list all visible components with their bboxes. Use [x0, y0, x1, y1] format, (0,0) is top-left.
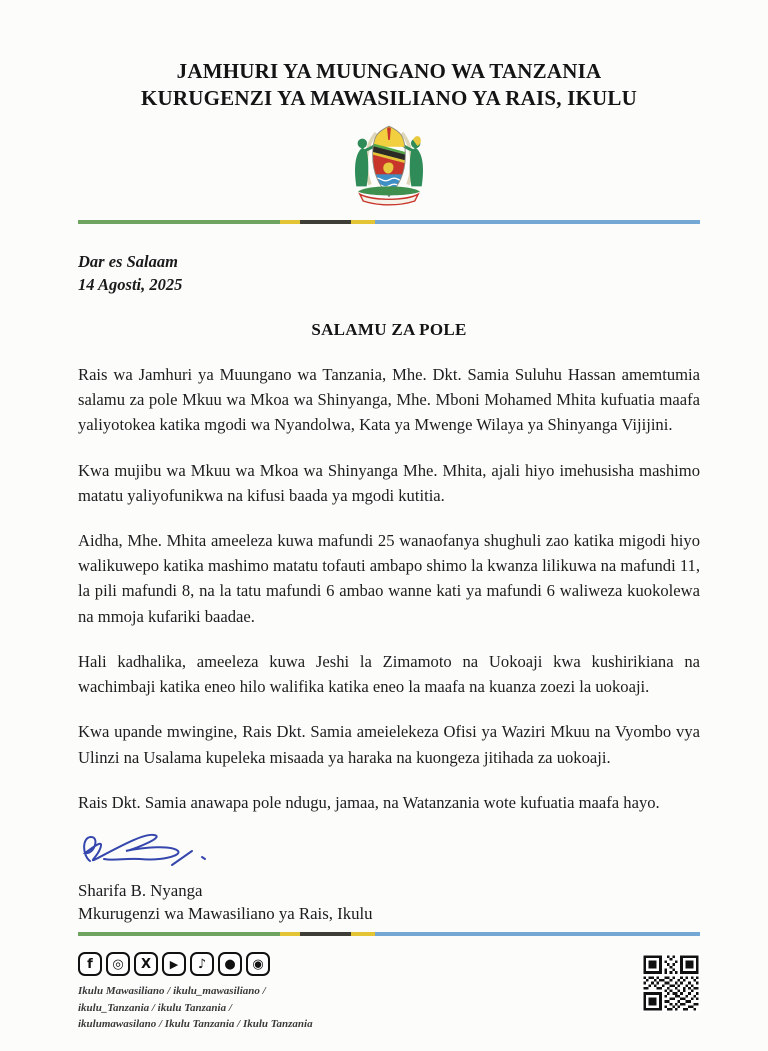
dateline: [78, 250, 700, 296]
tanzania-coat-of-arms-icon: [337, 121, 441, 212]
flag-divider-top: [78, 220, 700, 224]
paragraph-5: Kwa upande mwingine, Rais Dkt. Samia ameielekeza Ofisi ya Waziri Mkuu na Vyombo vya Ulinzi na Usalama kupeleka misaada ya haraka na kuongeza jitihada za uokoaji.: [78, 722, 700, 767]
spotify-icon: ●: [218, 952, 242, 976]
paragraph-2: Kwa mujibu wa Mkuu wa Mkoa wa Shinyanga Mhe. Mhita, ajali hiyo imehusisha mashimo matatu yaliyofunikwa na kifusi baada ya mgodi kutitia.: [78, 460, 700, 505]
handles-line-1: Ikulu Mawasiliano / ikulu_mawasiliano /: [78, 985, 266, 997]
paragraph-6: Rais Dkt. Samia anawapa pole ndugu, jamaa, na Watanzania wote kufuatia maafa hayo.: [78, 792, 660, 812]
signatory-title: Mkurugenzi wa Mawasiliano ya Rais, Ikulu: [78, 904, 373, 923]
paragraph-1: Rais wa Jamhuri ya Muungano wa Tanzania, Mhe. Dkt. Samia Suluhu Hassan amemtumia salamu za pole Mkuu wa Mkoa wa Shinyanga, Mhe. Mboni Mohamed Mhita kufuatia maafa yaliyotokea katika mgodi wa Nyandolwa, Kata ya Mwenge Wilaya ya Shinyanga Vijijini.: [78, 364, 700, 435]
letterhead: [78, 58, 700, 224]
letterhead-line2: KURUGENZI YA MAWASILIANO YA RAIS, IKULU: [141, 85, 637, 110]
letterhead-line1: JAMHURI YA MUUNGANO WA TANZANIA: [176, 59, 602, 83]
social-media-block: [78, 952, 313, 1033]
dateline-date: 14 Agosti, 2025: [78, 274, 183, 294]
flag-divider-bottom: [78, 932, 700, 936]
youtube-icon: ▶: [162, 952, 186, 976]
dateline-city: Dar es Salaam: [78, 251, 178, 271]
handwritten-signature: [74, 825, 224, 877]
paragraph-4: Hali kadhalika, ameeleza kuwa Jeshi la Zimamoto na Uokoaji kwa kushirikiana na wachimbaji katika eneo hilo walifika katika eneo la maafa na kuanza zoezi la uokoaji.: [78, 651, 700, 697]
subject-title: SALAMU ZA POLE: [311, 319, 467, 339]
x-icon: X: [134, 952, 158, 976]
social-handles: [78, 983, 313, 1033]
tiktok-icon: ♪: [190, 952, 214, 976]
handles-line-2: ikulu_Tanzania / ikulu Tanzania /: [78, 1001, 232, 1014]
signatory-name: Sharifa B. Nyanga: [78, 881, 203, 900]
letter-footer: [78, 924, 700, 1051]
qr-code: [642, 954, 700, 1017]
signature-block: [78, 825, 700, 924]
facebook-icon: f: [78, 952, 102, 976]
instagram-icon: ◎: [106, 952, 130, 976]
social-icons-row: [78, 952, 313, 976]
paragraph-3: Aidha, Mhe. Mhita ameeleza kuwa mafundi 25 wanaofanya shughuli zao katika migodi hiyo walikuwepo katika mashimo matatu tofauti ambapo shimo la kwanza lilikuwa na mafundi 11, la pili mafundi 8, na la tatu mafundi 6 ambao wanne kati ya mafundi 6 waliweza kuokolewa na mmoja kufariki baadae.: [78, 531, 700, 626]
letter-body: [78, 362, 700, 815]
podcast-icon: ◉: [246, 952, 270, 976]
handles-line-3: ikulumawasilano / Ikulu Tanzania / Ikulu Tanzania: [78, 1018, 313, 1030]
